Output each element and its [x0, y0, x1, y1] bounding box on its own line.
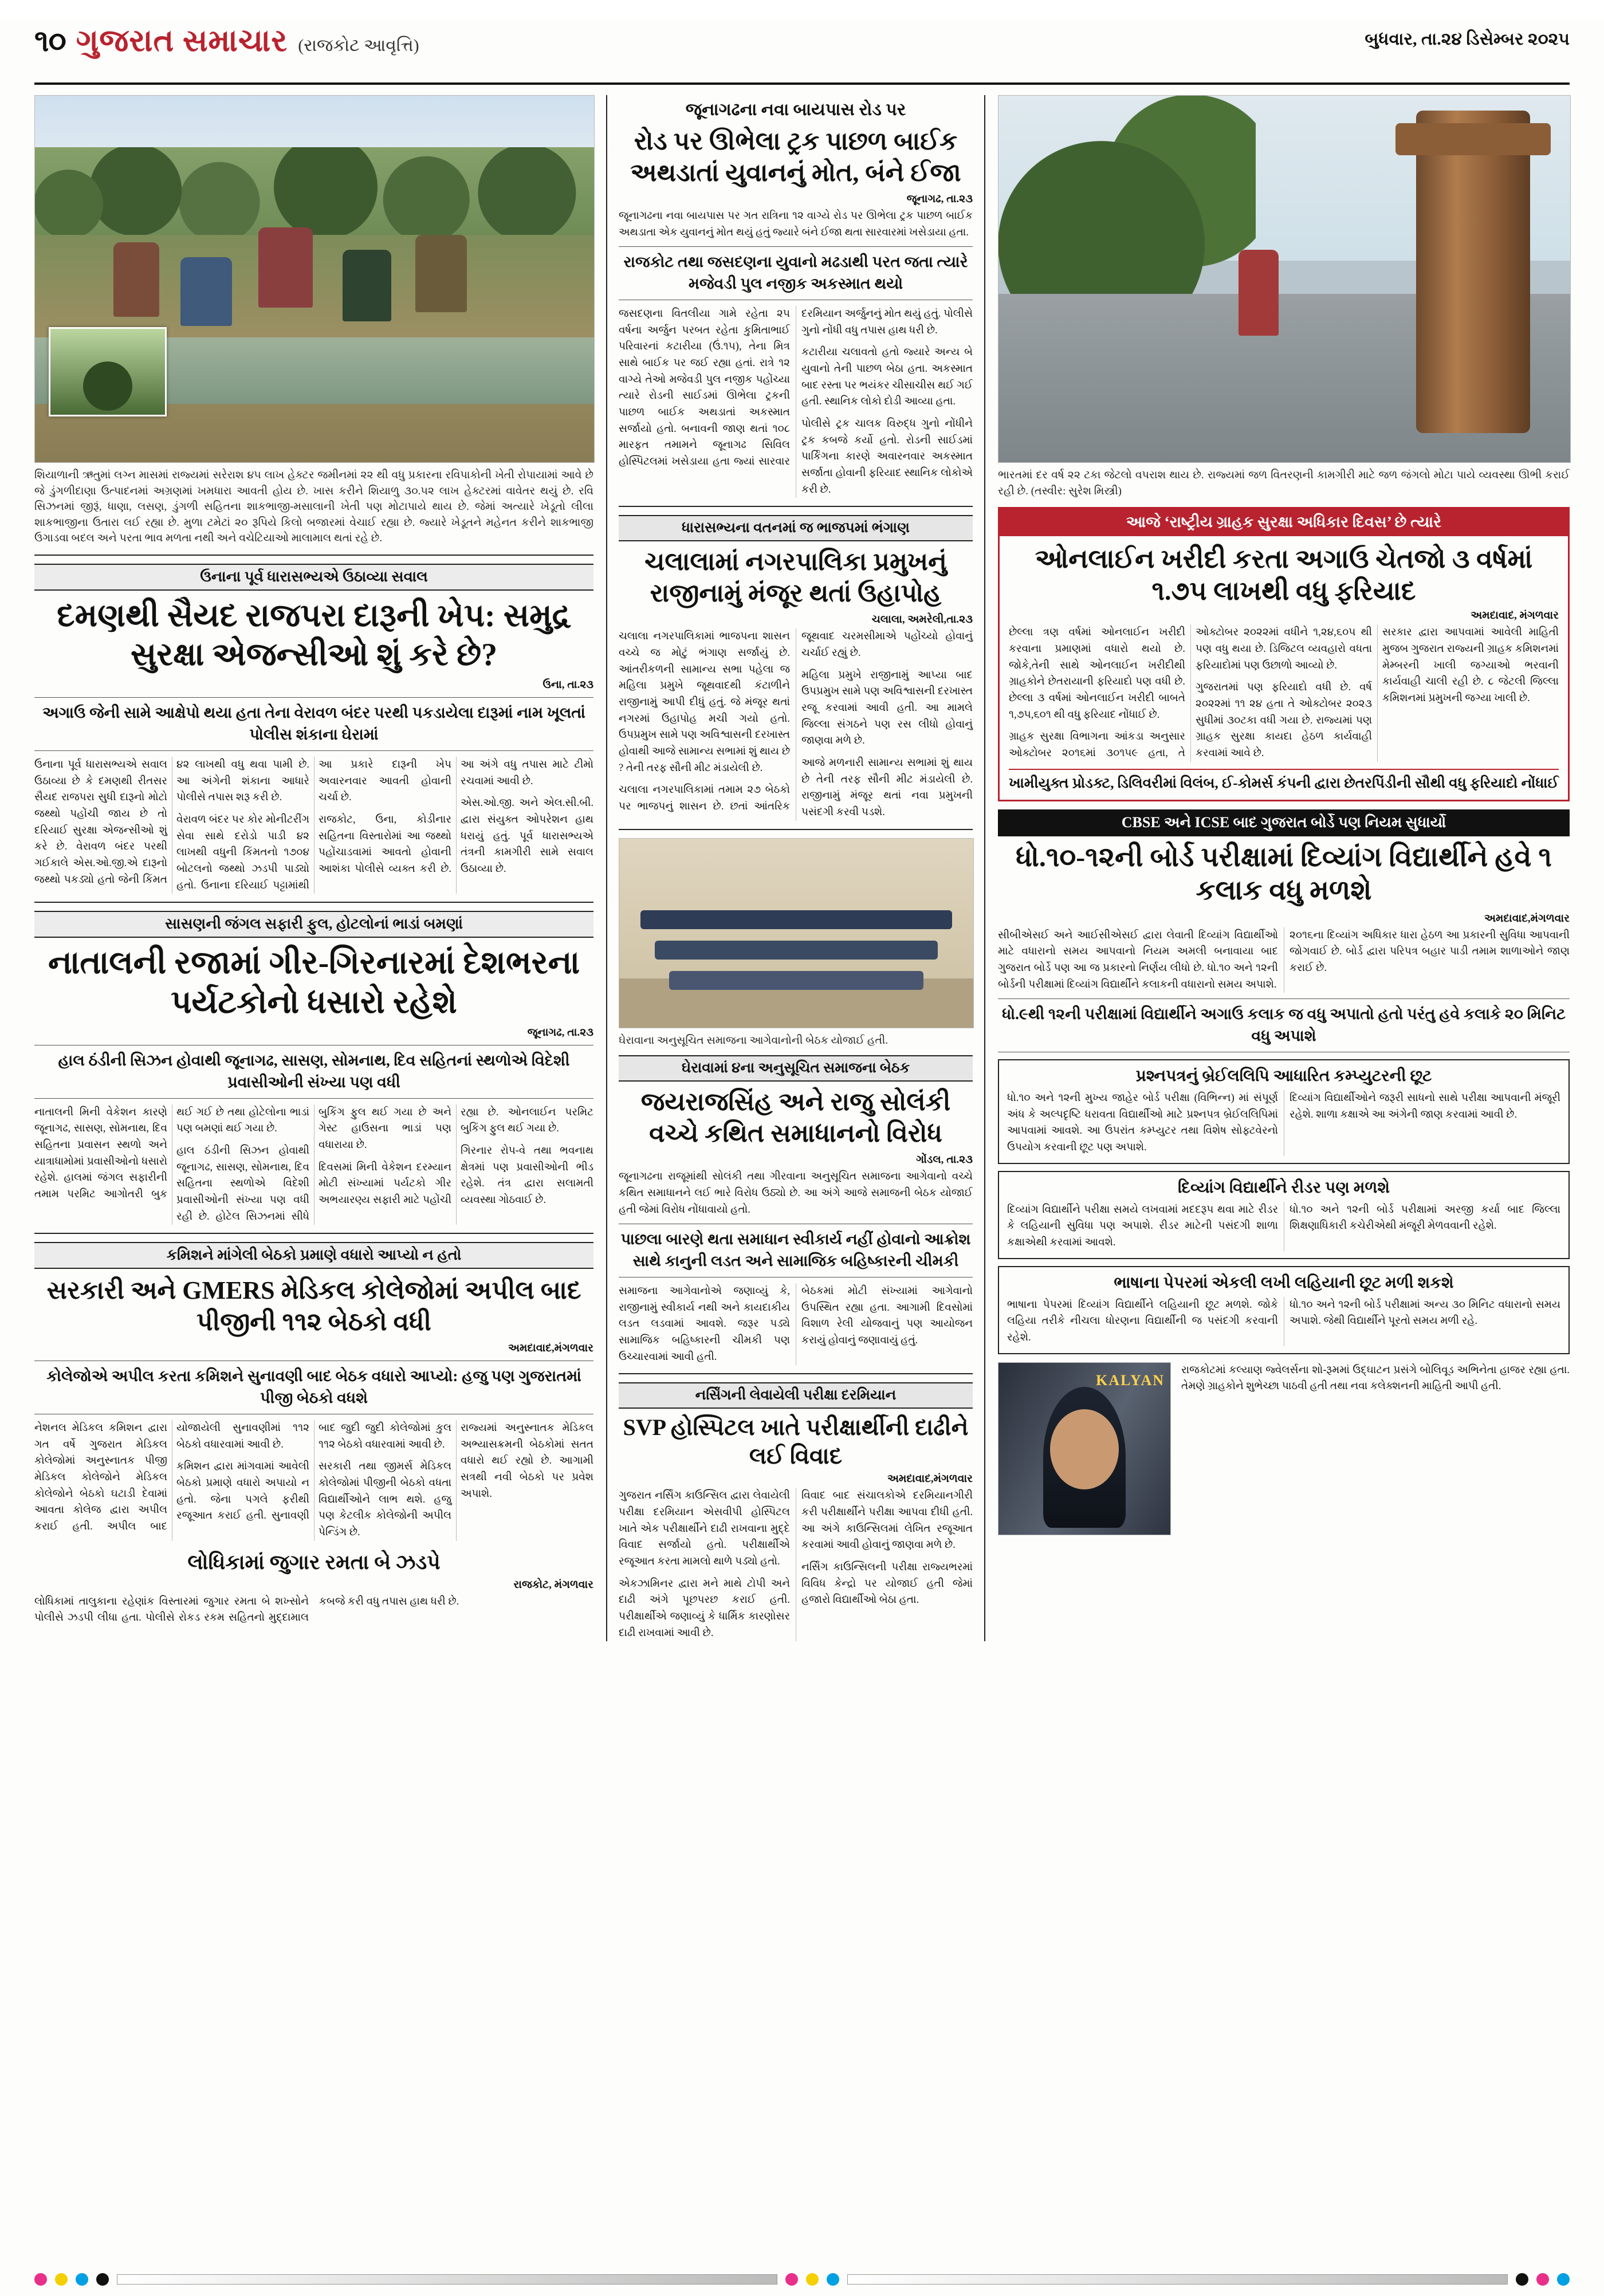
- body-paragraph: ભાષાના પેપરમાં દિવ્યાંગ વિદ્યાર્થીને લહિયાની છૂટ મળશે. જોકે લહિયા તરીકે નીચલા ધોરણના વિદ્યાર્થીની જ પસંદગી કરવાની રહેશે.: [1007, 1299, 1278, 1344]
- body-junagadh: [619, 306, 973, 498]
- color-dot: [806, 2273, 819, 2286]
- body-paragraph: ગુજરાત નર્સિંગ કાઉન્સિલ દ્વારા લેવાયેલી પરીક્ષા દરમિયાન એસવીપી હોસ્પિટલ ખાતે એક પરીક્ષાર્થીને દાઢી રાખવાના મુદ્દે વિવાદ સર્જાયો હતો. પરીક્ષાર્થીએ રજૂઆત કરતા મામલો થાળે પડ્યો હતો.: [619, 1490, 790, 1567]
- subhead-kamishan: કોલેજોએ અપીલ કરતા કમિશને સુનાવણી બાદ બેઠક વધારો આપ્યો: હજુ પણ ગુજરાતમાં પીજી બેઠકો વધશે: [34, 1361, 593, 1414]
- page-number: ૧૦: [34, 25, 66, 58]
- body-paragraph: સમાજના આગેવાનોએ જણાવ્યું કે, રાજીનામું સ્વીકાર્ય નથી અને કાયદાકીય લડત લડવામાં આવશે. જરૂર પડ્યે સામાજિક બહિષ્કારની ચીમકી પણ ઉચ્ચારવામાં આવી હતી.: [619, 1285, 790, 1363]
- meeting-photo: [619, 838, 974, 1028]
- body-paragraph: સરકાર દ્વારા આપવામાં આવેલી માહિતી મુજબ ગુજરાત રાજ્યની ગ્રાહક કમિશનમાં મેમ્બરની ખાલી જગ્યાઓ ભરવાની કાર્યવાહી ચાલી રહી છે. ૮ જેટલી જિલ્લા કમિશનમાં પ્રમુખની જગ્યા ખાલી છે.: [1382, 627, 1559, 704]
- color-dot: [34, 2273, 47, 2286]
- cbse-note-title: ભાષાના પેપરમાં એકલી લખી લહિયાની છૂટ મળી શકશે: [1114, 1273, 1454, 1292]
- body-online: [1009, 624, 1559, 761]
- photo-worker: [180, 257, 232, 326]
- main-photo-farmers: [34, 95, 595, 463]
- body-paragraph: જસદણના વિતલીયા ગામે રહેતા ૨૫ વર્ષના અર્જુન પરબત રહેતા કુમિતાભાઈ પરિવારનાં કટારીયા (ઉં.૧૫), તેના મિત્ર સાથે બાઈક પર જઈ રહ્યા હતાં. રાત્રે ૧૨ વાગ્યે તેઓ મજેવડી પુલ નજીક પહોંચ્યા ત્યારે રોડની સાઈડમાં ઊભેલા ટ્રકની પાછળ બાઈક અથડાતાં અકસ્માત સર્જાયો હતો. બનાવની જાણ થતાં ૧૦૮ મારફત તમામને જૂનાગઢ સિવિલ હોસ્પિટલમાં ખસેડાયા હતા જ્યાં સારવાર દરમિયાન અર્જુનનું મોત થયું હતું. પોલીસે ગુનો નોંધી વધુ તપાસ હાથ ધરી છે.: [619, 308, 973, 467]
- masthead-left: [34, 23, 419, 59]
- photo-inset-tree: [49, 327, 167, 416]
- summary-junagadh: [619, 208, 973, 241]
- kalyan-block: [998, 1362, 1570, 1535]
- cbse-note-language: [998, 1266, 1570, 1354]
- photo-worker: [258, 227, 313, 308]
- online-shopping-story: [998, 507, 1570, 801]
- column-right: [985, 95, 1570, 1641]
- online-topbar: આજે ‘રાષ્ટ્રીય ગ્રાહક સુરક્ષા અધિકાર દિવસ’ છે ત્યારે: [1000, 509, 1568, 536]
- page-content: [34, 95, 1570, 1641]
- kalyan-logo: KALYAN: [1096, 1371, 1165, 1389]
- right-photo-pipeline: [998, 95, 1571, 463]
- photo-tree: [998, 96, 1256, 308]
- edition-label: (રાજકોટ આવૃત્તિ): [298, 36, 419, 55]
- dateline-lodhika: રાજકોટ, મંગળવાર: [513, 1578, 593, 1591]
- summary-gherava: [619, 1169, 973, 1218]
- body-paragraph: ૨૦૧૬ના દિવ્યાંગ અધિકાર ધારા હેઠળ આ પ્રકારની સુવિધા આપવાની જોગવાઈ છે. બોર્ડ દ્વારા પરિપત્ર બહાર પાડી તમામ શાળાઓને જાણ કરાઈ છે.: [1290, 929, 1570, 974]
- headline-damansaiyad: દમણથી સૈયદ રાજપરા દારૂની ખેપ: સમુદ્ર સુરક્ષા એજન્સીઓ શું કરે છે?: [57, 597, 571, 673]
- kicker-kamishan: કમિશને માંગેલી બેઠકો પ્રમાણે વધારો આપ્યો ન હતો: [34, 1242, 593, 1269]
- color-dot: [785, 2273, 798, 2286]
- body-paragraph: ગિરનાર રોપ-વે તથા ભવનાથ ક્ષેત્રમાં પણ પ્રવાસીઓની ભીડ રહેશે. તંત્ર દ્વારા સલામતી વ્યવસ્થા ગોઠવાઈ છે.: [461, 1145, 593, 1206]
- cbse-note-title: પ્રશ્નપત્રનું બ્રેઈલલિપિ આધારિત કમ્પ્યુટરની છૂટ: [1135, 1067, 1432, 1086]
- body-kamishan: [34, 1420, 593, 1541]
- body-paragraph: સરકારી તથા જીમર્સ મેડિકલ કોલેજોમાં પીજીની બેઠકો વધતા વિદ્યાર્થીઓને લાભ થશે. હજુ પણ કેટલીક કોલેજોની અપીલ પેન્ડિંગ છે.: [319, 1461, 451, 1538]
- body-paragraph: વિવાદ બાદ સંચાલકોએ દરમિયાનગીરી કરી પરીક્ષાર્થીને પરીક્ષા આપવા દીધી હતી. આ અંગે કાઉન્સિલમાં લેખિત રજૂઆત કરવામાં આવી હોવાનું જાણવા મળે છે.: [801, 1490, 973, 1551]
- body-paragraph: એકઝામિનર દ્વારા મને માથે ટોપી અને દાઢી અંગે પૂછપરછ કરાઈ હતી. પરીક્ષાર્થીએ જણાવ્યું કે ધાર્મિક કારણોસર દાઢી રાખવામાં આવી છે.: [619, 1578, 790, 1639]
- dateline-online: અમદાવાદ, મંગળવાર: [1471, 610, 1559, 622]
- color-dot: [76, 2273, 88, 2286]
- subhead-gherava: પાછલા બારણે થતા સમાધાન સ્વીકાર્ય નહીં હોવાનો આક્રોશ સાથે કાનુની લડત અને સામાજિક બહિષ્કારની ચીમકી: [619, 1224, 973, 1277]
- dateline-svp: અમદાવાદ,મંગળવાર: [887, 1473, 973, 1485]
- subhead-damansaiyad: અગાઉ જેની સામે આક્ષેપો થયા હતા તેના વેરાવળ બંદર પરથી પકડાયેલા દારૂમાં નામ ખૂલતાં પોલીસ શંકાના ઘેરામાં: [34, 697, 593, 751]
- body-cbse: [998, 927, 1570, 993]
- cbse-note-title: દિવ્યાંગ વિદ્યાર્થીને રીડર પણ મળશે: [1178, 1178, 1390, 1197]
- subhead-sasan: હાલ ઠંડીની સિઝન હોવાથી જૂનાગઢ, સાસણ, સોમનાથ, દિવ સહિતનાં સ્થળોએ વિદેશી પ્રવાસીઓની સંખ્યા પણ વધી: [34, 1045, 593, 1099]
- kicker-svp: નર્સિંગની લેવાયેલી પરીક્ષા દરમિયાન: [619, 1382, 973, 1409]
- body-paragraph: આજે મળનારી સામાન્ય સભામાં શું થાય છે તેની તરફ સૌની મીટ મંડાયેલી છે. રાજીનામું મંજૂર થતાં નવા પ્રમુખની પસંદગી કરવી પડશે.: [801, 757, 973, 819]
- color-dot: [1557, 2273, 1570, 2286]
- body-paragraph: દિવ્યાંગ વિદ્યાર્થીને પરીક્ષા સમયે લખવામાં મદદરૂપ થવા માટે રીડર કે લહિયાની સુવિધા પણ અપાશે. રીડર માટેની પસંદગી શાળા કક્ષાએથી કરવામાં આવશે.: [1007, 1204, 1278, 1249]
- subhead-cbse: ધો.૯થી ૧૨ની પરીક્ષામાં વિદ્યાર્થીને અગાઉ કલાક જ વધુ અપાતો હતો પરંતુ હવે કલાકે ૨૦ મિનિટ વધુ અપાશે: [998, 998, 1570, 1052]
- cbse-topbar: CBSE અને ICSE બાદ ગુજરાત બોર્ડે પણ નિયમ સુધાર્યો: [998, 809, 1570, 836]
- color-dot: [1536, 2273, 1549, 2286]
- kicker-sasan: સાસણની જંગલ સફારી ફુલ, હોટલોનાં ભાડાં બમણાં: [34, 911, 593, 938]
- body-paragraph: ગુજરાતમાં પણ ફરિયાદો વધી છે. વર્ષ ૨૦૨૨માં ૧૧ ૨૪ હતા તે ઓક્ટોબર ૨૦૨૩ સુધીમાં ૩૦ટકા વધી ગયા છે. રાજ્યમાં પણ ગ્રાહક સુરક્ષા કાયદા હેઠળ કાર્યવાહી કરવામાં આવે છે.: [1196, 682, 1372, 760]
- body-paragraph: હાલ ઠંડીની સિઝન હોવાથી જૂનાગઢ, સાસણ, સોમનાથ, દિવ સહિતના સ્થળોએ વિદેશી પ્રવાસીઓની સંખ્યા પણ વધી રહી છે. હોટેલ સિઝનમાં સીધે બુકિંગ ફુલ થઈ ગયા છે અને ગેસ્ટ હાઉસના ભાડાં પણ વધારાયા છે.: [176, 1106, 451, 1222]
- right-photo-caption: ભારતમાં દર વર્ષ ૨૨ ટકા જેટલો વપરાશ થાય છે. રાજ્યમાં જળ વિતરણની કામગીરી માટે જળ જંગલો મોટા પાયે વ્યવસ્થા ઊભી કરાઈ રહી છે. (તસ્વીર: સુરેશ મિસ્ત્રી): [998, 469, 1570, 497]
- body-paragraph: ચલાલા નગરપાલિકામાં તમામ ૨૭ બેઠકો પર ભાજપનું શાસન છે. છતાં આંતરિક જૂથવાદ ચરમસીમાએ પહોંચ્યો હોવાનું ચર્ચાઈ રહ્યું છે.: [619, 631, 973, 813]
- cbse-note-braille: [998, 1059, 1570, 1164]
- headline-sasan: નાતાલની રજામાં ગીર-ગિરનારમાં દેશભરના પર્યટકોનો ધસારો રહેશે: [48, 945, 580, 1020]
- dateline-junagadh: જૂનાગઢ, તા.૨૩: [906, 193, 973, 205]
- body-paragraph: પોલીસે ટ્રક ચાલક વિરુદ્ધ ગુનો નોંધીને ટ્રક કબજે કર્યો હતો. રોડની સાઈડમાં પાર્કિંગના કારણે અવારનવાર અકસ્માત સર્જાતા હોવાની ફરિયાદ સ્થાનિક લોકોએ કરી છે.: [801, 418, 973, 496]
- headline-dharasabha: ચલાલામાં નગરપાલિકા પ્રમુખનું રાજીનામું મંજૂર થતાં ઉહાપોહ: [644, 548, 947, 608]
- photo-face: [1050, 1409, 1119, 1489]
- photo-worker: [343, 250, 391, 321]
- photo-pipe: [1416, 111, 1531, 433]
- body-paragraph: જૂનાગઢના રાજૂમાંથી સોલંકી તથા ગીરવાના અનુસૂચિત સમાજના આગેવાનો વચ્ચે કથિત સમાધાનને લઈ ભારે વિરોધ ઉઠ્યો છે. આ અંગે આજે સમાજની બેઠક યોજાઈ હતી જેમાં વિરોધ નોંધાવાયો હતો.: [619, 1171, 973, 1216]
- body-paragraph: કમિશન દ્વારા માંગવામાં આવેલી બેઠકો પ્રમાણે વધારો અપાયો ન હતો. જેના પગલે ફરીથી રજૂઆત કરાઈ હતી. સુનાવણી બાદ જુદી જુદી કોલેજોમાં કુલ ૧૧૨ બેઠકો વધારવામાં આવી છે.: [176, 1422, 451, 1522]
- headline-cbse: ધો.૧૦-૧૨ની બોર્ડ પરીક્ષામાં દિવ્યાંગ વિદ્યાર્થીને હવે ૧ કલાક વધુ મળશે: [1016, 842, 1552, 906]
- kicker-gherava: ઘેરાવામાં ૪ના અનુસૂચિત સમાજના બેઠક: [619, 1055, 973, 1082]
- photo-worker: [113, 242, 159, 317]
- body-paragraph: મહિલા પ્રમુખે રાજીનામું આપ્યા બાદ ઉપપ્રમુખ સામે પણ અવિશ્વાસની દરખાસ્ત રજૂ કરવામાં આવી હતી. આ મામલે જિલ્લા સંગઠને પણ રસ લીધો હોવાનું જાણવા મળે છે.: [801, 669, 973, 747]
- body-gherava-2: [619, 1283, 973, 1365]
- body-paragraph: ગ્રાહક સુરક્ષા વિભાગના આંકડા અનુસાર ઓક્ટોબર ૨૦૧૬માં ૩૦૧૫૯ હતા, તે ઓક્ટોબર ૨૦૨૨માં વધીને ૧,૨૪,૬૦૫ થી પણ વધુ થયા છે. ડિજિટલ વ્યવહારો વધતા ફરિયાદોમાં પણ ઉછાળો આવ્યો છે.: [1009, 627, 1372, 760]
- body-paragraph: નર્સિંગ કાઉન્સિલની પરીક્ષા રાજ્યભરમાં વિવિધ કેન્દ્રો પર યોજાઈ હતી જેમાં હજારો વિદ્યાર્થીઓ બેઠા હતા.: [801, 1561, 973, 1606]
- body-svp: [619, 1488, 973, 1641]
- kalyan-text: [1181, 1362, 1570, 1535]
- masthead: [34, 19, 1570, 85]
- column-left: [34, 95, 607, 1641]
- kicker-damansaiyad: ઉનાના પૂર્વ ધારાસભ્યએ ઉઠાવ્યા સવાલ: [34, 564, 593, 591]
- dateline-gherava: ગોંડલ, તા.૨૩: [916, 1154, 973, 1166]
- gradient-bar: [847, 2274, 1508, 2285]
- photo-treeline: [35, 147, 594, 242]
- headline-kamishan: સરકારી અને GMERS મેડિકલ કોલેજોમાં અપીલ બાદ પીજીની ૧૧૨ બેઠકો વધી: [46, 1276, 581, 1336]
- dateline-dharasabha: ચલાલા, અમરેલી,તા.૨૩: [871, 614, 973, 626]
- body-paragraph: બેઠકમાં મોટી સંખ્યામાં આગેવાનો ઉપસ્થિત રહ્યા હતા. આગામી દિવસોમાં વિશાળ રેલી યોજવાનું પણ આયોજન કરાયું હોવાનું જણાવાયું હતું.: [801, 1285, 973, 1346]
- body-paragraph: જૂનાગઢના નવા બાયપાસ પર ગત રાત્રિના ૧૨ વાગ્યે રોડ પર ઊભેલા ટ્રક પાછળ બાઈક અથડાતા એક યુવાનનું મોત થયું હતું જ્યારે બંને ઈજા થતા સારવારમાં ખસેડાયા હતા.: [619, 210, 973, 238]
- body-paragraph: ઉનાના પૂર્વ ધારાસભ્યએ સવાલ ઉઠાવ્યા છે કે દમણથી રીતસર સૈયદ રાજપરા સુધી દારૂનો મોટો જથ્થો પહોંચી જાય છે તો દરિયાઈ સુરક્ષા એજન્સીઓ શું કરે છે. વેરાવળ બંદર પરથી ગઈકાલે એસ.ઓ.જી.એ દારૂનો જથ્થો પકડ્યો હતો જેની કિંમત ૪૨ લાખથી વધુ થવા પામી છે. આ અંગેની શંકાના આધારે પોલીસે તપાસ શરૂ કરી છે.: [34, 758, 309, 886]
- kicker-junagadh: જૂનાગઢના નવા બાયપાસ રોડ પર: [685, 100, 906, 119]
- dateline-sasan: જૂનાગઢ, તા.૨૩: [527, 1026, 593, 1039]
- column-middle: [607, 95, 985, 1641]
- headline-junagadh: રોડ પર ઊભેલા ટ્રક પાછળ બાઈક અથડાતાં યુવાનનું મોત, બંને ઈજા: [630, 127, 961, 187]
- dateline-kamishan: અમદાવાદ,મંગળવાર: [508, 1342, 593, 1355]
- cbse-note-body: [1007, 1202, 1560, 1251]
- photo-worker: [415, 235, 467, 312]
- body-paragraph: લોધિકામાં તાલુકાના રહેણાંક વિસ્તારમાં જુગાર રમતા બે શખ્સોને પોલીસે ઝડપી લીધા હતા. પોલીસે રોકડ રકમ સહિતનો મુદ્દામાલ કબજે કરી વધુ તપાસ હાથ ધરી છે.: [34, 1595, 459, 1624]
- body-paragraph: રાજ્યમાં અનુસ્નાતક મેડિકલ અભ્યાસક્રમની બેઠકોમાં સતત વધારો થઈ રહ્યો છે. આગામી સત્રથી નવી બેઠકો પર પ્રવેશ અપાશે.: [461, 1422, 593, 1500]
- body-paragraph: સીબીએસઈ અને આઈસીએસઈ દ્વારા લેવાતી દિવ્યાંગ વિદ્યાર્થીઓ માટે વધારાનો સમય આપવાનો નિયમ અમલી બનાવાયા બાદ ગુજરાત બોર્ડે પણ આ જ પ્રકારનો નિર્ણય લીધો છે. ધો.૧૦ અને ૧૨ની બોર્ડની પરીક્ષામાં દિવ્યાંગ વિદ્યાર્થીને કલાકની વધારાનો સમય અપાશે.: [998, 929, 1278, 990]
- headline-lodhika: લોધિકામાં જુગાર રમતા બે ઝડપે: [187, 1550, 441, 1574]
- publication-title: ગુજરાત સમાચાર: [76, 23, 288, 58]
- photo-pedestrian: [1239, 250, 1279, 336]
- body-paragraph: એસ.ઓ.જી. અને એલ.સી.બી. દ્વારા સંયુક્ત ઓપરેશન હાથ ધરાયું હતું. પૂર્વ ધારાસભ્યએ તંત્રની કામગીરી સામે સવાલ ઉઠાવ્યા છે.: [461, 797, 593, 875]
- body-paragraph: રાજકોટ, ઉના, કોડીનાર સહિતના વિસ્તારોમાં આ જથ્થો પહોંચાડવામાં આવતો હોવાની આશંકા પોલીસે વ્યક્ત કરી છે. આ અંગે વધુ તપાસ માટે ટીમો રચવામાં આવી છે.: [319, 758, 593, 875]
- gradient-bar: [117, 2274, 777, 2285]
- body-lodhika: [34, 1594, 593, 1626]
- meeting-photo-caption: ઘેરાવાના અનુસૂચિત સમાજના આગેવાનોની બેઠક યોજાઈ હતી.: [619, 1034, 889, 1047]
- body-paragraph: ધો.૧૦ અને ૧૨ની બોર્ડ પરીક્ષામાં અરજી કર્યા બાદ જિલ્લા શિક્ષણાધિકારી કચેરીએથી મંજૂરી મેળવવાની રહેશે.: [1290, 1204, 1560, 1232]
- photo-seated-row: [669, 971, 924, 990]
- body-paragraph: નાતાલની મિની વેકેશન કારણે જૂનાગઢ, સાસણ, સોમનાથ, દિવ સહિતના પ્રવાસન સ્થળો અને યાત્રાધામોમાં પ્રવાસીઓનો ધસારો રહેશે. હાલમાં જંગલ સફારીની તમામ પરમિટ આગોતરી બુક થઈ ગઈ છે તથા હોટેલોના ભાડાં પણ બમણાં થઈ ગયા છે.: [34, 1106, 309, 1200]
- color-dot: [1516, 2273, 1528, 2286]
- cbse-note-body: [1007, 1090, 1560, 1156]
- photo-seated-row: [655, 941, 938, 960]
- body-dharasabha: [619, 628, 973, 820]
- dateline-damansaiyad: ઉના, તા.૨૩: [542, 679, 593, 691]
- subhead-junagadh: રાજકોટ તથા જસદણના યુવાનો મઢડાથી પરત જતા ત્યારે મજેવડી પુલ નજીક અકસ્માત થયો: [619, 246, 973, 300]
- dateline-cbse: અમદાવાદ,મંગળવાર: [1484, 912, 1570, 925]
- body-paragraph: દિવ્યાંગ વિદ્યાર્થીઓને જરૂરી સાધનો સાથે પરીક્ષા આપવાની મંજૂરી રહેશે. શાળા કક્ષાએ આ અંગેની જાણ કરવામાં આવી છે.: [1290, 1092, 1560, 1121]
- color-dot: [827, 2273, 839, 2286]
- main-photo-caption: શિયાળાની ઋતુમાં લગ્ન માસમાં રાજ્યમાં સરેરાશ ૪૫ લાખ હેક્ટર જમીનમાં ૨૨ થી વધુ પ્રકારના રવિપાકોની ખેતી રોપાયામાં આવે છે જે ડુંગળીદાણા ઉત્પાદનમાં અગ્રણમાં ખમધારા આવતી હોય છે. ખાસ કરીને શિયાળુ ૩૦.૫૨ લાખ હેક્ટરમાં વાવેતર થયું છે. રવિ સિઝનમાં જીરૂં, ધાણા, લસણ, ડુંગળી સહિતના શાકભાજી-મસાલાની ખેતી પણ મોટાપાયે થાય છે. જેમાં અત્યારે ખેડૂતો લીલા શાકભાજીના ઉતારા લઈ રહ્યા છે. મુળા ટમેટાં ૨૦ રૂપિયે કિલો બજારમાં વેચાઈ રહ્યા છે. જ્યારે ખેડૂતને મહેનત કરીને શાકભાજી ઉગાડવા બદલ અને પરતા ભાવ મળતા નથી અને વચેટિયાઓ માલામાલ થતાં રહે છે.: [34, 469, 594, 545]
- body-paragraph: ધો.૧૦ અને ૧૨ની મુખ્ય જાહેર બોર્ડ પરીક્ષા (વિભિન્ન) માં સંપૂર્ણ અંધ કે અલ્પદૃષ્ટિ ધરાવતા વિદ્યાર્થીઓ માટે પ્રશ્નપત્ર બ્રેઈલલિપિમાં આપવામાં આવશે. આ ઉપરાંત કમ્પ્યુટર તથા વિશેષ સોફ્ટવેરનો ઉપયોગ કરવાની છૂટ પણ અપાશે.: [1007, 1092, 1278, 1154]
- cbse-note-reader: [998, 1171, 1570, 1259]
- photo-celebrity: [1043, 1387, 1126, 1528]
- body-sasan: [34, 1104, 593, 1225]
- issue-date: બુધવાર, તા.૨૪ ડિસેમ્બર ૨૦૨૫: [1365, 30, 1570, 49]
- headline-online: ઓનલાઈન ખરીદી કરતા અગાઉ ચેતજો ૩ વર્ષમાં ૧.૭૫ લાખથી વધુ ફરિયાદ: [1035, 544, 1533, 606]
- headline-gherava: જયરાજસિંહ અને રાજુ સોલંકી વચ્ચે કથિત સમાધાનનો વિરોધ: [640, 1088, 951, 1148]
- cbse-note-body: [1007, 1297, 1560, 1346]
- headline-svp: SVP હોસ્પિટલ ખાતે પરીક્ષાર્થીની દાઢીને લઈ વિવાદ: [623, 1414, 969, 1469]
- newspaper-page: [0, 19, 1604, 2296]
- body-paragraph: રાજકોટમાં કલ્યાણ જ્વેલર્સના શો-રૂમમાં ઉદ્ઘાટન પ્રસંગે બોલિવૂડ અભિનેતા હાજર રહ્યા હતા. તેમણે ગ્રાહકોને શુભેચ્છા પાઠવી હતી તથા નવા કલેક્શનની માહિતી આપી હતી.: [1181, 1364, 1570, 1393]
- color-dot: [96, 2273, 109, 2286]
- body-paragraph: કટારીયા ચલાવતો હતો જ્યારે અન્ય બે યુવાનો તેની પાછળ બેઠા હતા. અકસ્માત બાદ રસ્તા પર ભયંકર ચીસાચીસ થઈ ગઈ હતી. સ્થાનિક લોકો દોડી આવ્યા હતા.: [801, 347, 973, 408]
- kicker-dharasabha: ધારાસભ્યના વતનમાં જ ભાજપમાં ભંગાણ: [619, 515, 973, 541]
- body-damansaiyad: [34, 757, 593, 894]
- body-paragraph: દિવસમાં મિની વેકેશન દરમ્યાન મોટી સંખ્યામાં પર્યટકો ગીર અભયારણ્ય સફારી માટે પહોંચી રહ્યા છે. ઓનલાઈન પરમિટ બુકિંગ ફુલ થઈ ગયા છે.: [319, 1106, 593, 1206]
- color-dot: [55, 2273, 68, 2286]
- body-paragraph: નેશનલ મેડિકલ કમિશન દ્વારા ગત વર્ષે ગુજરાત મેડિકલ કોલેજોમાં અનુસ્નાતક પીજી મેડિકલ કોલેજોને મેડિકલ કોલેજોને બેઠકો ઘટાડી દેવામાં આવતા કોલેજ દ્વારા અપીલ કરાઈ હતી. અપીલ બાદ યોજાયેલી સુનાવણીમાં ૧૧૨ બેઠકો વધારવામાં આવી છે.: [34, 1422, 309, 1532]
- online-bottombar: ખામીયુક્ત પ્રોડક્ટ, ડિલિવરીમાં વિલંબ, ઈ-કોમર્સ કંપની દ્વારા છેતરપિંડીની સૌથી વધુ ફરિયાદો નોંધાઈ: [1009, 769, 1559, 792]
- photo-seated-row: [640, 910, 952, 929]
- body-paragraph: ધો.૧૦ અને ૧૨ની બોર્ડ પરીક્ષામાં અન્ય ૩૦ મિનિટ વધારાનો સમય અપાશે. જેથી વિદ્યાર્થીને પૂરતો સમય મળી રહે.: [1290, 1299, 1560, 1327]
- body-paragraph: ચલાલા નગરપાલિકામાં ભાજપના શાસન વચ્ચે જ મોટું ભંગાણ સર્જાયું છે. આંતરીકળની સામાન્ય સભા પહેલા જ મહિલા પ્રમુખે જૂથવાદથી કંટાળીને રાજીનામું આપી દીધું હતું. જે મંજૂર થતાં નગરમાં ઉહાપોહ મચી ગયો હતો. ઉપપ્રમુખ સામે પણ અવિશ્વાસની દરખાસ્ત હોવાથી આજે સામાન્ય સભામાં શું થાય છે ? તેની તરફ સૌની મીટ મંડાયેલી છે.: [619, 631, 790, 774]
- body-paragraph: છેલ્લા ત્રણ વર્ષમાં ઓનલાઈન ખરીદી કરવાના પ્રમાણમાં વધારો થયો છે. જોકે,તેની સાથે ઓનલાઈન ખરીદીથી ગ્રાહકોને છેતરાયાની ફરિયાદો પણ વધી છે. છેલ્લા ૩ વર્ષમાં ઓનલાઈન ખરીદી બાબતે ૧,૭૫,૬૦૧ થી વધુ ફરિયાદ નોંધાઈ છે.: [1009, 627, 1185, 721]
- kalyan-photo: [998, 1362, 1171, 1535]
- footer-registration-marks: [34, 2273, 1570, 2286]
- body-paragraph: વેરાવળ બંદર પર કોર મોનીટરીંગ સેવા સાથે દરોડો પાડી ૪૨ લાખથી વધુની કિંમતનો ૧૭૦૪ બોટલનો જથ્થો ઝડપી પાડ્યો હતો. ઉનાના દરિયાઈ પટ્ટામાંથી આ પ્રકારે દારૂની ખેપ અવારનવાર આવતી હોવાની ચર્ચા છે.: [176, 758, 451, 891]
